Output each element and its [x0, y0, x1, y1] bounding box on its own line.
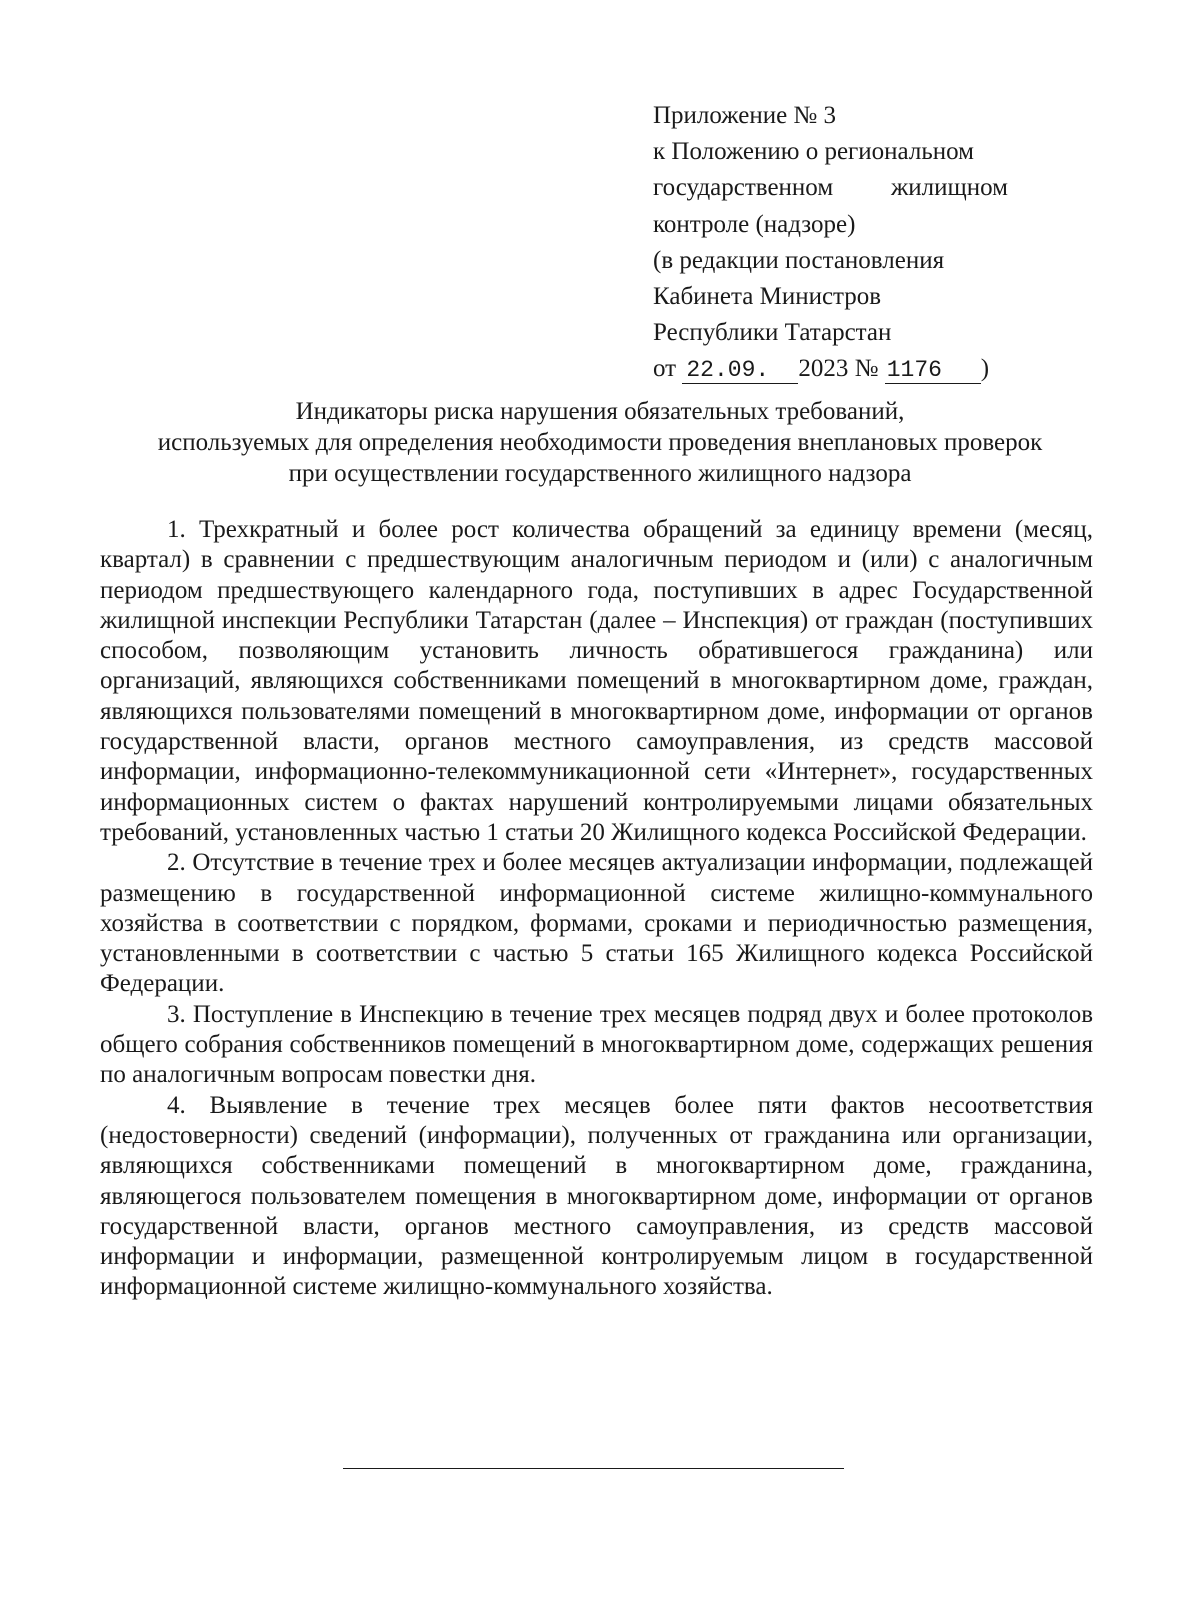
- closing-paren: ): [980, 355, 990, 383]
- closing-divider: [343, 1468, 844, 1469]
- appendix-republic: Республики Татарстан: [653, 319, 892, 347]
- appendix-word-housing: жилищном: [891, 174, 1008, 202]
- date-prefix: от: [653, 355, 677, 383]
- appendix-regulation-ref-cont: [653, 170, 1008, 206]
- appendix-edition-note: (в редакции постановления: [653, 246, 945, 274]
- appendix-word-state: государственном: [653, 174, 834, 202]
- list-item: 3. Поступление в Инспекцию в течение трех месяцев подряд двух и более протоколов общего собрания собственников помещений в многоквартирном доме, содержащих решения по аналогичным вопросам повестки дня.: [100, 1000, 1093, 1089]
- title-line-2: используемых для определения необходимости проведения внеплановых проверок: [157, 429, 1043, 456]
- appendix-cabinet: Кабинета Министров: [653, 283, 882, 311]
- list-item: 1. Трехкратный и более рост количества обращений за единицу времени (месяц, квартал) в сравнении с предшествующим аналогичным периодом и (или) с аналогичным периодом предшествующего календарного года, поступивших в адрес Государственной жилищной инспекции Республики Татарстан (далее – Инспекция) от граждан (поступивших способом, позволяющим установить личность обратившегося гражданина) или организаций, являющихся собственниками помещений в многоквартирном доме, граждан, являющихся пользователями помещений в многоквартирном доме, информации от органов государственной власти, органов местного самоуправления, из средств массовой информации, информационно-телекоммуникационной сети «Интернет», государственных информационных систем о фактах нарушений контролируемыми лицами обязательных требований, установленных частью 1 статьи 20 Жилищного кодекса Российской Федерации.: [100, 516, 1093, 846]
- document-body: [100, 515, 1093, 1303]
- list-item: 2. Отсутствие в течение трех и более месяцев актуализации информации, подлежащей размещению в государственной информационной системе жилищно-коммунального хозяйства в соответствии с порядком, формами, сроками и периодичностью размещения, установленными в соответствии с частью 5 статьи 165 Жилищного кодекса Российской Федерации.: [100, 849, 1093, 998]
- year-and-number-sign: 2023 №: [798, 355, 879, 383]
- appendix-number: Приложение № 3: [653, 102, 837, 129]
- document-title: [90, 396, 1110, 489]
- appendix-header: [653, 98, 1013, 388]
- appendix-control-label: контроле (надзоре): [653, 210, 856, 238]
- title-line-1: Индикаторы риска нарушения обязательных требований,: [295, 398, 905, 425]
- document-number: 1176: [885, 357, 981, 384]
- list-item: 4. Выявление в течение трех месяцев более пяти фактов несоответствия (недостоверности) сведений (информации), полученных от гражданина или организации, являющихся собственниками помещений в многоквартирном доме, гражданина, являющегося пользователем помещения в многоквартирном доме, информации от органов государственной власти, органов местного самоуправления, из средств массовой информации и информации, размещенной контролируемым лицом в государственной информационной системе жилищно-коммунального хозяйства.: [100, 1091, 1093, 1301]
- title-line-3: при осуществлении государственного жилищного надзора: [288, 460, 912, 487]
- appendix-date-line: [653, 351, 1013, 387]
- appendix-regulation-ref: к Положению о региональном: [653, 138, 974, 166]
- date-value: 22.09.: [682, 357, 798, 384]
